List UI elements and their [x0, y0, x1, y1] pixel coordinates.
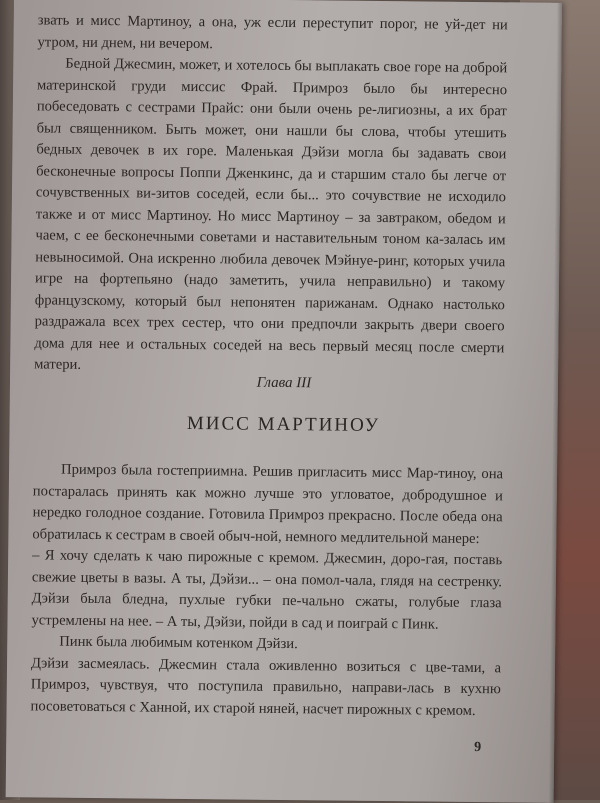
- chapter-title: МИСС МАРТИНОУ: [186, 412, 381, 436]
- text-block-bottom: [30, 459, 503, 722]
- paragraph: Бедной Джесмин, может, и хотелось бы выплакать свое горе на доброй материнской груди миссис Фрай. Примроз было бы интересно побеседовать с сестрами Прайс: они были очень ре-лигиозны, а их брат был священником. Быть может, они нашли бы слова, чтобы утешить бедных девочек в их горе. Маленькая Дэйзи могла бы задавать свои бесконечные вопросы Поппи Дженкинс, да и старшим стало бы легче от сочувственных ви-зитов соседей, если бы... это сочувствие не исходило также и от мисс Мартиноу. Но мисс Мартиноу – за завтраком, обедом и чаем, с ее бесконечными советами и наставительным тоном ка-залась им невыносимой. Она искренно любила девочек Мэйнуе-ринг, которых учила игре на фортепьяно (надо заметить, учила неправильно) и такому французскому, который был непонятен парижанам. Однако настолько раздражала всех трех сестер, что они предпочли закрыть двери своего дома для нее и остальных соседей на весь первый месяц после смерти матери.: [34, 55, 508, 373]
- paragraph: Дэйзи засмеялась. Джесмин стала оживленно возиться с цве-тами, а Примроз, чувствуя, что поступила правильно, направи-лась в кухню посоветоваться с Ханной, их старой няней, насчет пирожных с кремом.: [30, 654, 502, 719]
- paragraph: Пинк была любимым котенком Дэйзи.: [59, 633, 298, 653]
- chapter-number: Глава III: [256, 374, 312, 392]
- paragraph: Примроз была гостеприимна. Решив пригласить мисс Мар-тиноу, она постаралась принять как можно лучше это угловатое, добродушное и нередко голодное создание. Готовила Примроз прекрасно. После обеда она обратилась к сестрам в своей обыч-ной, немного медлительной манере:: [32, 461, 504, 547]
- paragraph: звать и мисс Мартиноу, а она, уж если переступит порог, не уй-дет ни утром, ни днем, ни вечером.: [37, 12, 508, 52]
- paragraph: – Я хочу сделать к чаю пирожные с кремом. Джесмин, доро-гая, поставь свежие цветы в вазы. А ты, Дэйзи... – она помол-чала, глядя на сестренку. Дэйзи была бледна, пухлые губки пе-чально сжаты, голубые глаза устремлены на нее. – А ты, Дэйзи, пойди в сад и поиграй с Пинк.: [31, 547, 503, 633]
- page-number: 9: [474, 739, 482, 756]
- text-block-top: [34, 10, 508, 380]
- book-page: [6, 0, 562, 803]
